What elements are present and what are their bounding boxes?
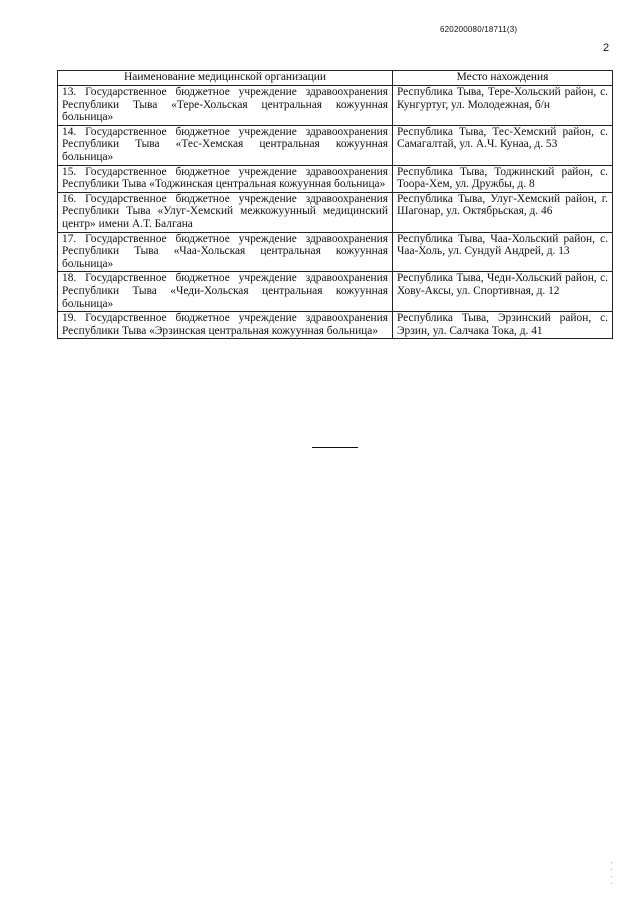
organization-address: Республика Тыва, Тес-Хемский район, с. Самагалтай, ул. А.Ч. Кунаа, д. 53: [393, 125, 613, 165]
organization-name: 14. Государственное бюджетное учреждение здравоохранения Республики Тыва «Тес-Хемская центральная кожуунная больница»: [58, 125, 393, 165]
organizations-table: [57, 70, 613, 339]
column-header-name: Наименование медицинской организации: [58, 71, 393, 86]
table-row: [58, 232, 613, 272]
organization-name: 19. Государственное бюджетное учреждение здравоохранения Республики Тыва «Эрзинская центральная кожуунная больница»: [58, 312, 393, 339]
organization-address: Республика Тыва, Эрзинский район, с. Эрзин, ул. Салчака Тока, д. 41: [393, 312, 613, 339]
table-header-row: [58, 71, 613, 86]
organization-name: 18. Государственное бюджетное учреждение здравоохранения Республики Тыва «Чеди-Хольская центральная кожуунная больница»: [58, 272, 393, 312]
table-row: [58, 165, 613, 192]
organization-address: Республика Тыва, Тоджинский район, с. Тоора-Хем, ул. Дружбы, д. 8: [393, 165, 613, 192]
organization-address: Республика Тыва, Чеди-Хольский район, с. Хову-Аксы, ул. Спортивная, д. 12: [393, 272, 613, 312]
column-header-address: Место нахождения: [393, 71, 613, 86]
scan-artifact: [611, 862, 613, 896]
table-row: [58, 125, 613, 165]
table-row: [58, 192, 613, 232]
table-row: [58, 86, 613, 126]
organization-name: 17. Государственное бюджетное учреждение здравоохранения Республики Тыва «Чаа-Хольская центральная кожуунная больница»: [58, 232, 393, 272]
document-code: 620200080/18711(3): [440, 25, 518, 34]
end-of-list-rule: [312, 447, 358, 448]
organization-address: Республика Тыва, Чаа-Хольский район, с. Чаа-Холь, ул. Сундуй Андрей, д. 13: [393, 232, 613, 272]
table-row: [58, 312, 613, 339]
table-row: [58, 272, 613, 312]
page-number: 2: [603, 42, 610, 54]
organization-address: Республика Тыва, Улуг-Хемский район, г. Шагонар, ул. Октябрьская, д. 46: [393, 192, 613, 232]
organization-name: 15. Государственное бюджетное учреждение здравоохранения Республики Тыва «Тоджинская центральная кожуунная больница»: [58, 165, 393, 192]
organization-name: 13. Государственное бюджетное учреждение здравоохранения Республики Тыва «Тере-Хольская центральная кожуунная больница»: [58, 86, 393, 126]
organization-name: 16. Государственное бюджетное учреждение здравоохранения Республики Тыва «Улуг-Хемский межкожуунный медицинский центр» имени А.Т. Балгана: [58, 192, 393, 232]
organization-address: Республика Тыва, Тере-Хольский район, с. Кунгуртуг, ул. Молодежная, б/н: [393, 86, 613, 126]
